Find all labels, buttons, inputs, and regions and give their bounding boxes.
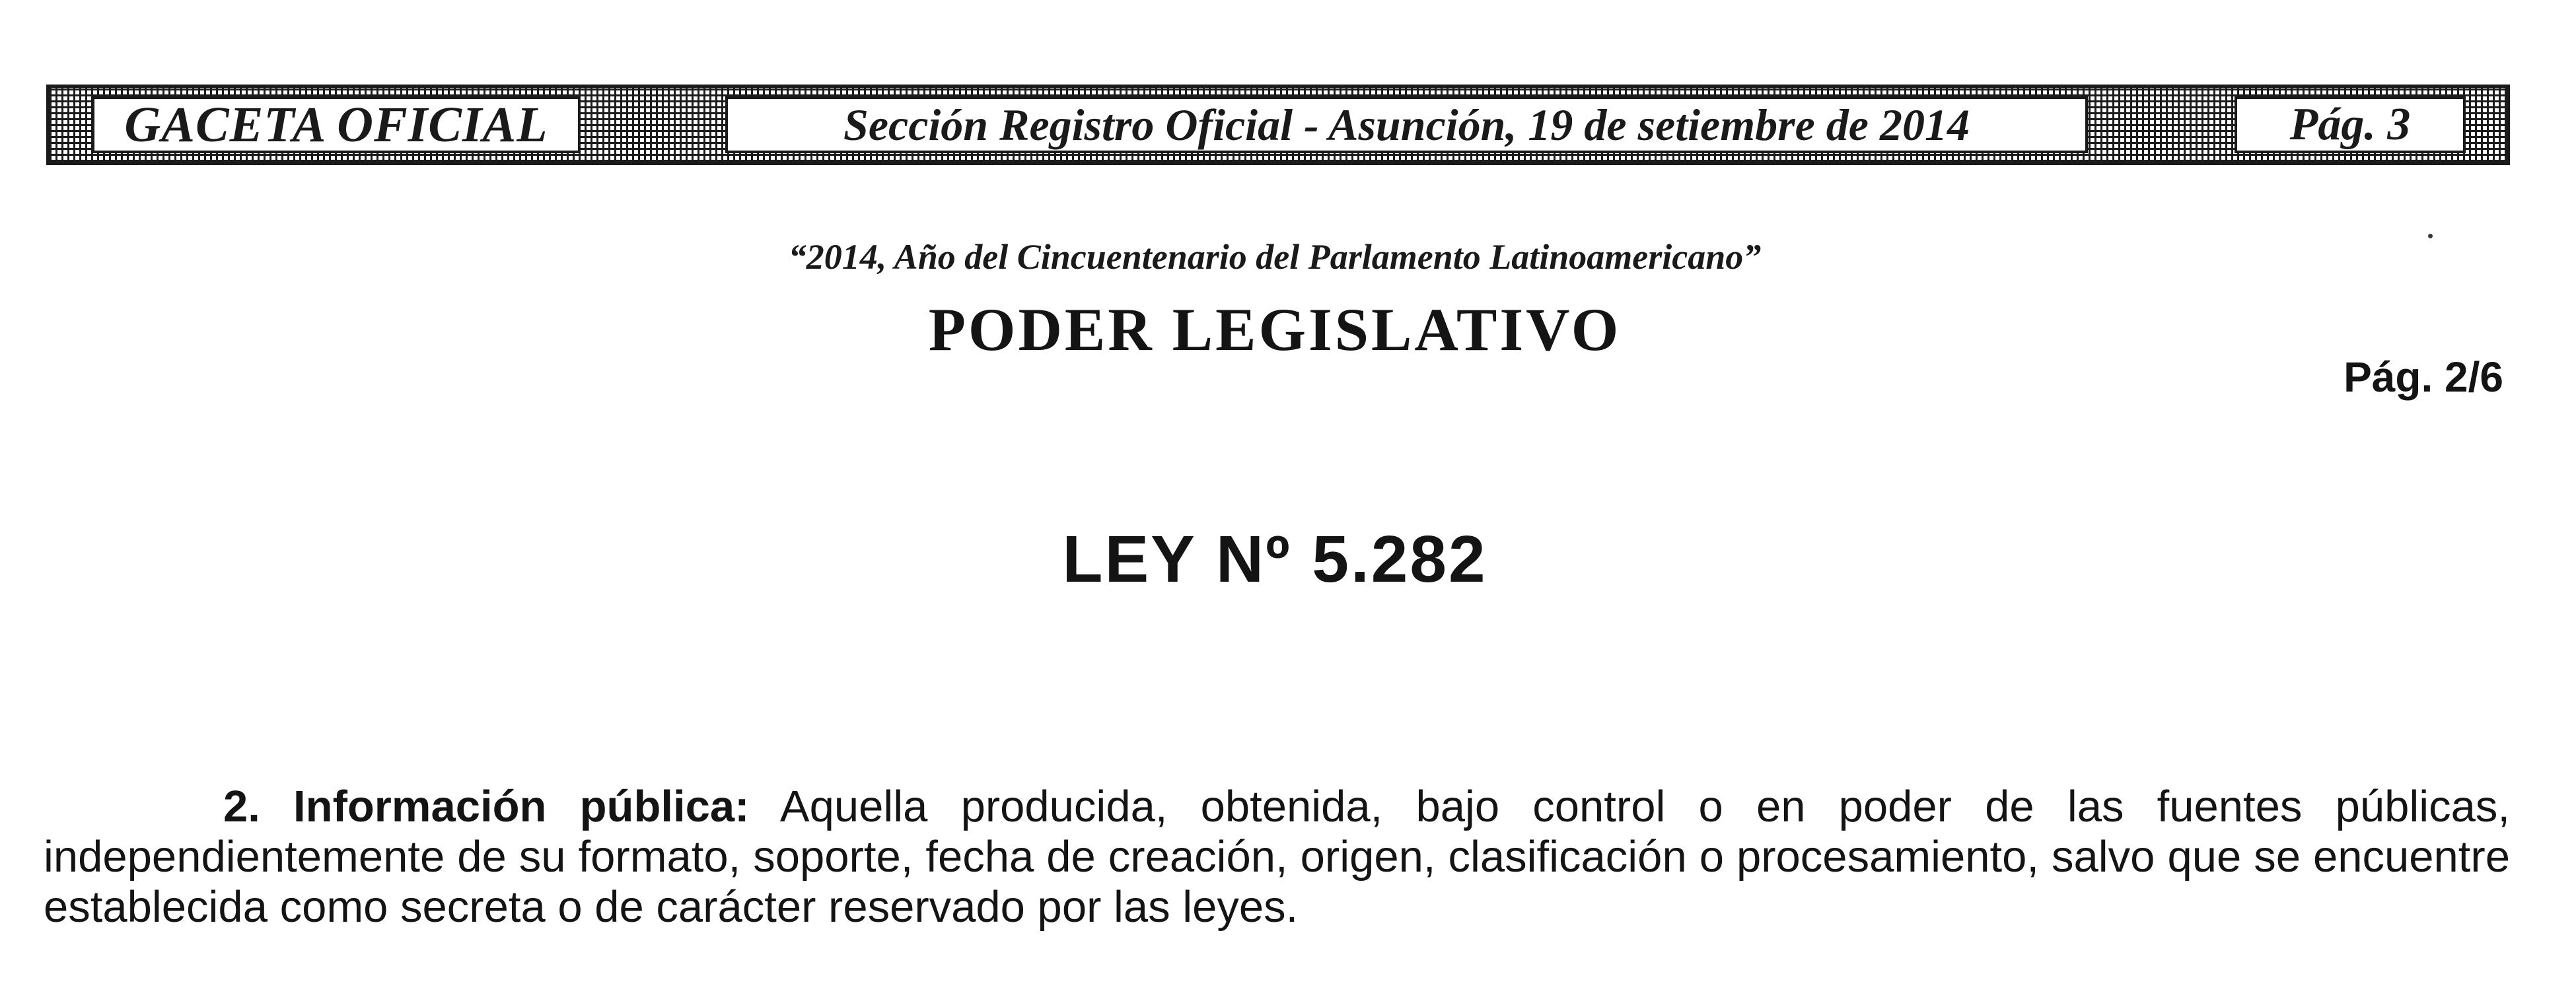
clause-paragraph — [44, 782, 2510, 932]
law-title: LEY Nº 5.282 — [1062, 522, 1487, 596]
branch-title: PODER LEGISLATIVO — [928, 296, 1622, 363]
year-motto: “2014, Año del Cincuentenario del Parlamento Latinoamericano” — [788, 237, 1762, 277]
clause-text: Aquella producida, obtenida, bajo control o en poder de las fuentes públicas, independientemente de su formato, soporte, fecha de creación, origen, clasificación o procesamiento, salvo que se encuentre establecida como secreta o de carácter reservado por las leyes. — [44, 782, 2510, 932]
document-page-number: Pág. 2/6 — [2343, 353, 2503, 401]
gazette-section-date: Sección Registro Oficial - Asunción, 19 de setiembre de 2014 — [725, 96, 2088, 153]
clause-term: 2. Información pública: — [223, 782, 750, 831]
gazette-page-number: Pág. 3 — [2235, 96, 2466, 153]
scan-speck — [2428, 234, 2433, 238]
gazette-header-band — [46, 85, 2510, 165]
gazette-title: GACETA OFICIAL — [92, 96, 581, 153]
